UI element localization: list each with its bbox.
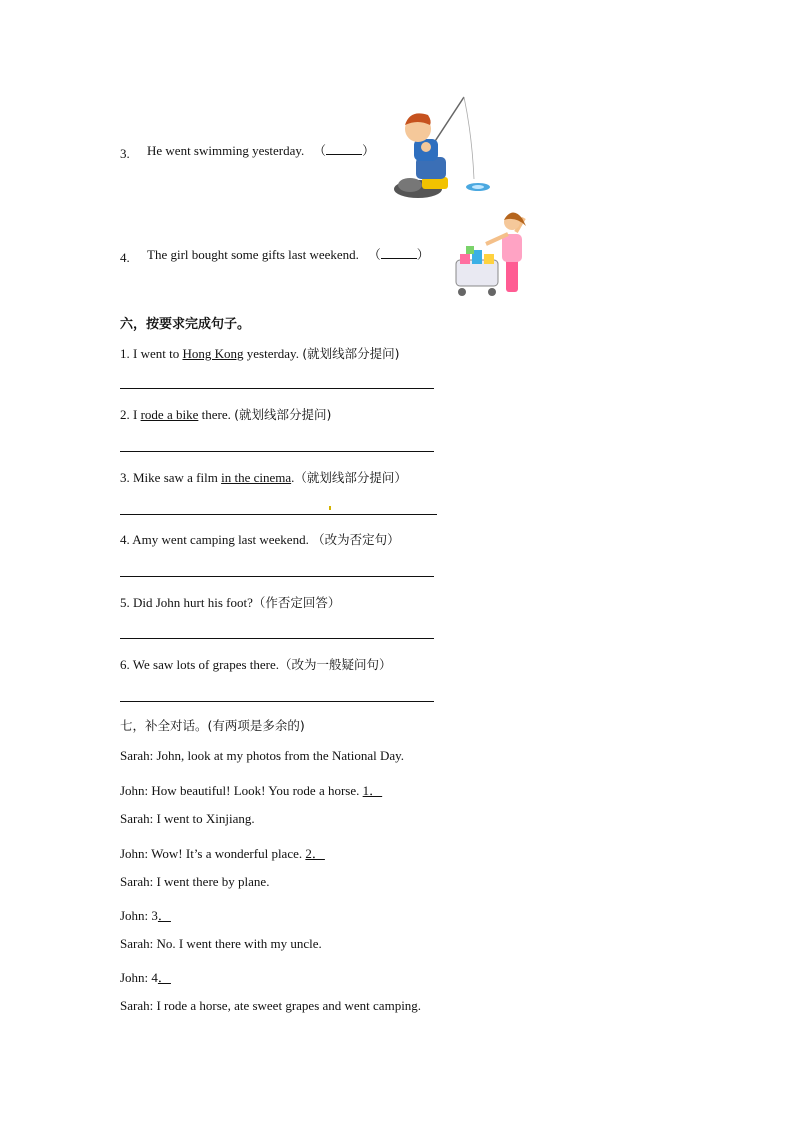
instruction-note: (就划线部分提问) xyxy=(234,407,332,422)
question-6: 6. We saw lots of grapes there.（改为一般疑问句） xyxy=(120,657,392,672)
tf-sentence: He went swimming yesterday. xyxy=(147,143,305,158)
dialogue-line: John: Wow! It’s a wonderful place. 2． xyxy=(120,843,382,862)
question-4: 4. Amy went camping last weekend. （改为否定句） xyxy=(120,532,400,547)
answer-line-1[interactable] xyxy=(120,388,434,389)
dialogue-line: John: 4． xyxy=(120,967,230,986)
question-5: 5. Did John hurt his foot?（作否定回答） xyxy=(120,595,341,610)
tf-item-4 xyxy=(120,245,429,263)
question-1: 1. I went to Hong Kong yesterday. (就划线部分提问) xyxy=(120,346,400,361)
answer-line-2[interactable] xyxy=(120,451,434,452)
stray-mark xyxy=(329,506,331,510)
tf-number: 4. xyxy=(120,250,130,265)
underlined-phrase: in the cinema xyxy=(221,470,292,485)
bracket-close: ） xyxy=(416,247,430,262)
tf-number: 3. xyxy=(120,146,130,161)
answer-line-4[interactable] xyxy=(120,576,434,577)
underlined-phrase: Hong Kong xyxy=(182,346,244,361)
bracket-open: （ xyxy=(368,247,381,262)
answer-blank[interactable] xyxy=(381,246,417,259)
answer-line-5[interactable] xyxy=(120,638,434,639)
question-3: 3. Mike saw a film in the cinema.（就划线部分提问） xyxy=(120,470,407,485)
answer-blank[interactable] xyxy=(326,142,362,155)
dialogue-blank-4[interactable]: ． xyxy=(157,970,171,985)
boy-fishing-illustration xyxy=(388,95,498,203)
dialogue-line: Sarah: I went there by plane. xyxy=(120,874,270,889)
answer-line-3[interactable] xyxy=(120,514,437,515)
bracket-close: ） xyxy=(362,143,375,158)
instruction-note: （作否定回答） xyxy=(252,595,341,610)
girl-shopping-illustration xyxy=(450,204,535,298)
underlined-phrase: rode a bike xyxy=(140,407,199,422)
tf-sentence: The girl bought some gifts last weekend. xyxy=(147,247,359,262)
instruction-note: (就划线部分提问) xyxy=(302,346,400,361)
instruction-note: （改为一般疑问句） xyxy=(279,657,392,672)
dialogue-line: Sarah: I rode a horse, ate sweet grapes and went camping. xyxy=(120,998,422,1013)
dialogue-line: Sarah: I went to Xinjiang. xyxy=(120,811,255,826)
instruction-note: （就划线部分提问） xyxy=(294,470,407,485)
dialogue-blank-3[interactable]: ． xyxy=(157,908,171,923)
bracket-open: （ xyxy=(313,143,327,158)
dialogue-line: Sarah: No. I went there with my uncle. xyxy=(120,936,322,951)
answer-line-6[interactable] xyxy=(120,701,434,702)
tf-item-3 xyxy=(120,141,375,159)
dialogue-line: John: 3． xyxy=(120,905,248,924)
instruction-note: （改为否定句） xyxy=(312,532,400,547)
question-2: 2. I rode a bike there. (就划线部分提问) xyxy=(120,407,332,422)
dialogue-blank-1[interactable]: 1． xyxy=(362,783,383,798)
dialogue-blank-2[interactable]: 2． xyxy=(305,846,325,861)
section-7-title: 七，补全对话。(有两项是多余的) xyxy=(120,718,305,733)
section-6-title: 六，按要求完成句子。 xyxy=(120,317,251,332)
dialogue-line: John: How beautiful! Look! You rode a horse. 1． xyxy=(120,780,440,799)
dialogue-line: Sarah: John, look at my photos from the National Day. xyxy=(120,748,405,763)
